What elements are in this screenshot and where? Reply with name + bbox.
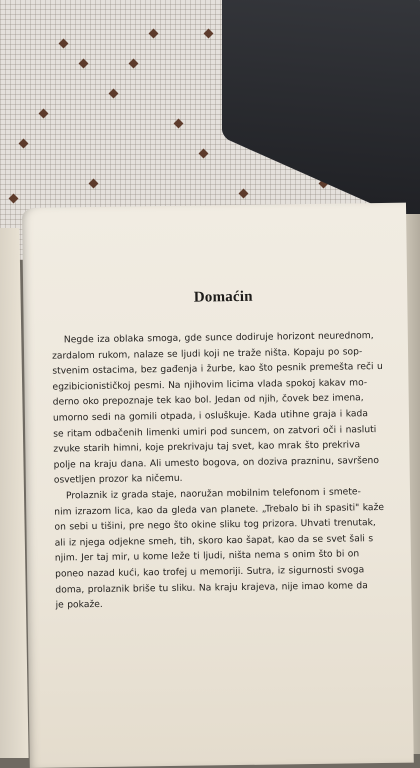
crochet-motif bbox=[149, 29, 159, 39]
text-line: osvetljen prozor ka ničemu. bbox=[53, 473, 183, 486]
text-line: zvuke starih himni, koje prekrivaju taj svet, kao mrak što prekriva bbox=[53, 439, 361, 455]
crochet-motif bbox=[129, 59, 139, 69]
page-content bbox=[51, 287, 387, 613]
crochet-motif bbox=[79, 59, 89, 69]
text-line: zardalom rukom, nalaze se ljudi koji ne traže ništa. Kopaju po sop- bbox=[51, 345, 363, 362]
text-line: polje na kraju dana. Ali umesto bogova, on doziva prazninu, savršeno bbox=[53, 454, 380, 471]
text-line: njim. Jer taj mir, u kome leže ti ljudi, ništa nema s onim što bi on bbox=[54, 548, 360, 564]
text-line: se ritam odbačenih limenki umiri pod suncem, on zatvori oči i nasluti bbox=[53, 423, 377, 440]
text-line: stvenim ostacima, bez gađenja i žurbe, kao što pesnik premešta reči u bbox=[52, 361, 383, 377]
book-page bbox=[22, 203, 414, 768]
text-line: on sebi u tišini, pre nego što okine sliku tog prizora. Uhvati trenutak, bbox=[54, 517, 376, 533]
crochet-motif bbox=[204, 29, 214, 39]
text-line: doma, prolaznik briše tu sliku. Na kraju krajeva, nije imao kome da bbox=[55, 579, 368, 596]
text-line: poneo nazad kući, kao trofej u memoriji. Sutra, iz sigurnosti svoga bbox=[55, 564, 365, 580]
text-line: nim izrazom lica, kao da gleda van planete. „Trebalo bi ih spasiti" kaže bbox=[54, 501, 385, 518]
crochet-motif bbox=[19, 139, 29, 149]
crochet-motif bbox=[39, 109, 49, 119]
crochet-motif bbox=[174, 119, 184, 129]
paragraph-1 bbox=[52, 328, 386, 489]
text-line: je pokaže. bbox=[55, 599, 103, 611]
text-line: Negde iza oblaka smoga, gde sunce dodiruje horizont neurednom, bbox=[63, 330, 374, 346]
text-line: derno oko prepoznaje tek kao bol. Jedan od njih, čovek bez imena, bbox=[52, 392, 364, 408]
crochet-motif bbox=[199, 149, 209, 159]
crochet-motif bbox=[89, 179, 99, 189]
text-line: ali iz njega odjekne smeh, tih, skoro kao šapat, kao da se svet šali s bbox=[54, 532, 374, 549]
crochet-motif bbox=[239, 189, 249, 199]
crochet-motif bbox=[109, 89, 119, 99]
crochet-motif bbox=[59, 39, 69, 49]
paragraph-2 bbox=[54, 484, 388, 613]
text-line: egzibicionističkoj pesmi. Na njihovim licima vlada spokoj kakav mo- bbox=[52, 376, 368, 393]
text-line: Prolaznik iz grada staje, naoružan mobilnim telefonom i smete- bbox=[65, 486, 361, 502]
crochet-motif bbox=[9, 194, 19, 204]
text-line: umorno sedi na gomili otpada, i osluškuje. Kada utihne graja i kada bbox=[52, 408, 369, 424]
chapter-title: Domaćin bbox=[193, 288, 253, 306]
